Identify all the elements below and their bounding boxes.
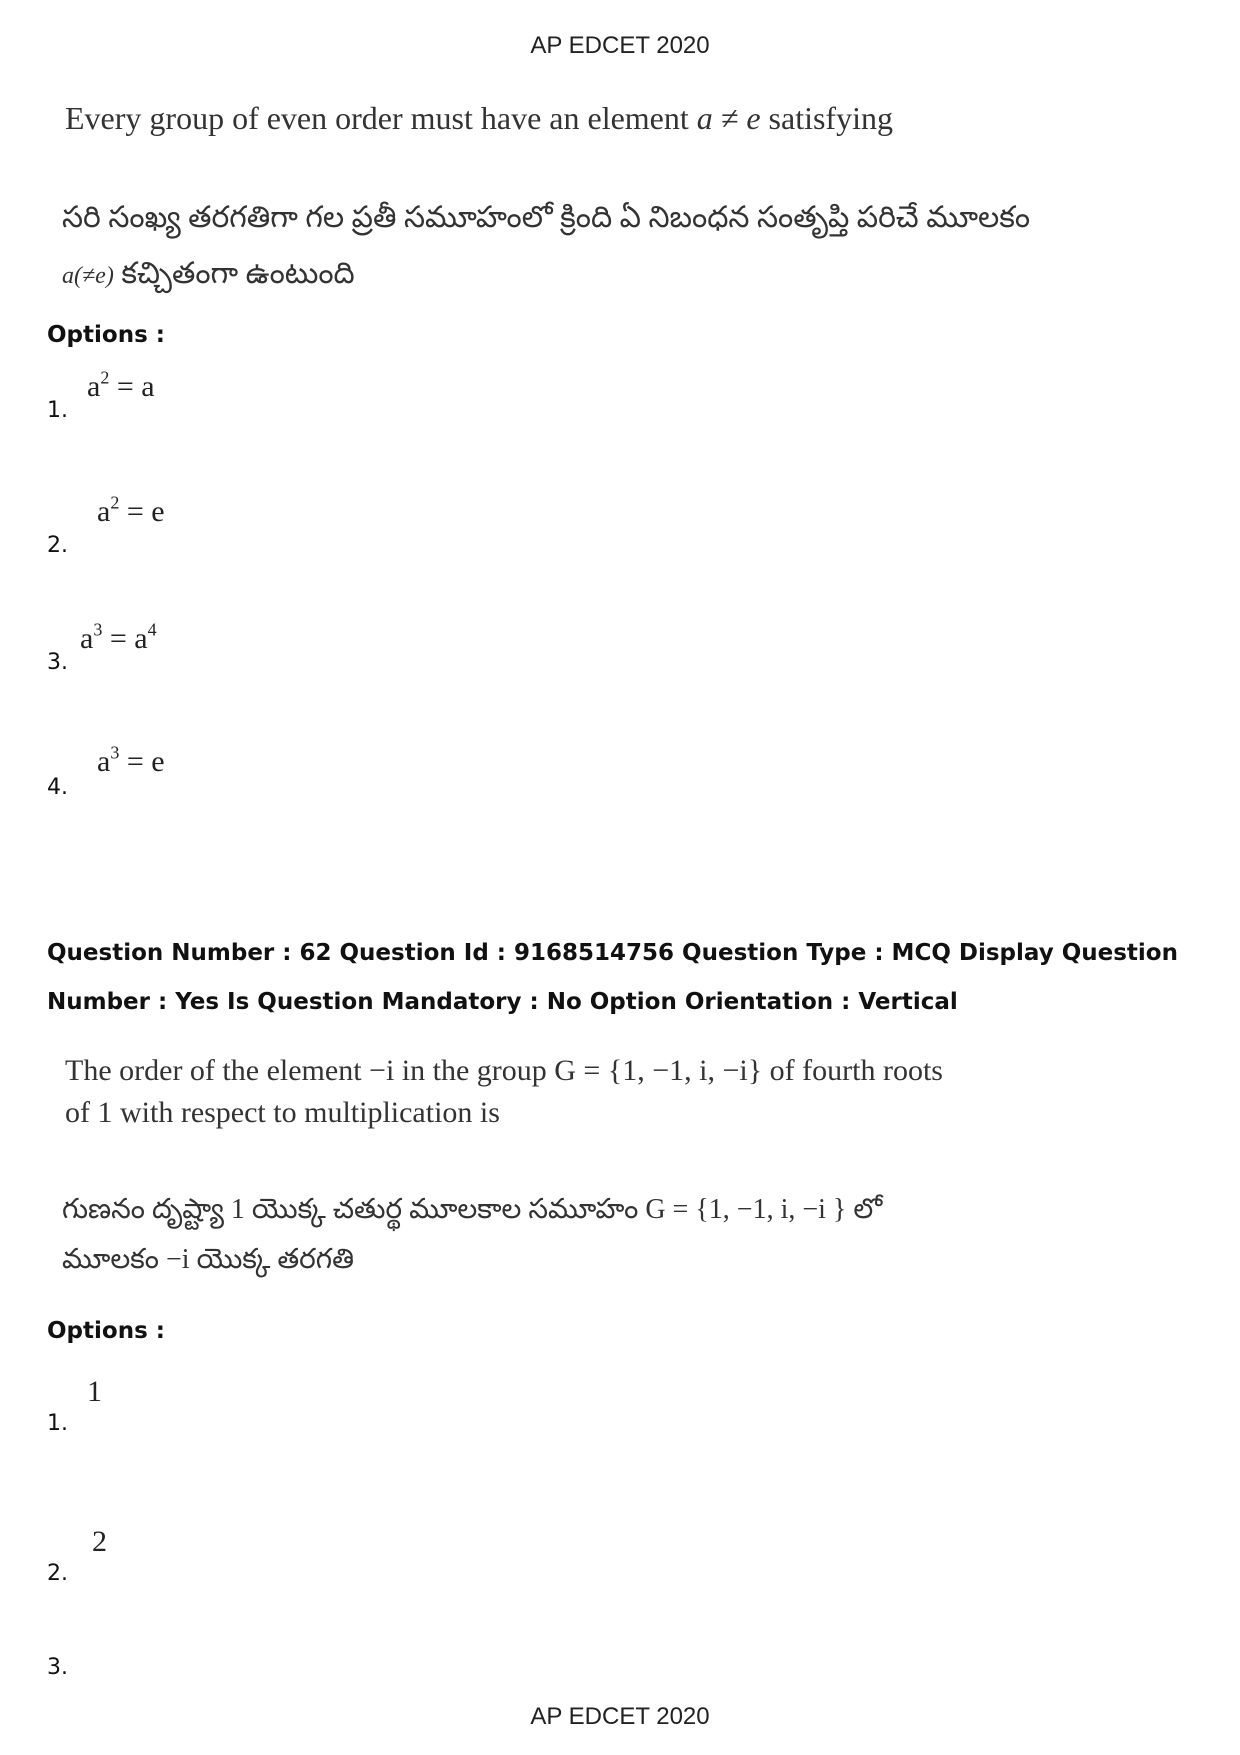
page-footer: AP EDCET 2020 [530,1703,710,1730]
stem-telugu-line2 [62,246,1030,304]
option-value: $a^2 = e$ [97,492,165,528]
option-value: $a^2 = a$ [87,367,155,403]
question-stem-english [65,100,893,137]
option-number: 2. [47,533,68,558]
question-meta-line2: Number : Yes Is Question Mandatory : No Option Orientation : Vertical [47,989,958,1015]
option-value: $a^3 = a^4$ [80,619,157,655]
option-number: 3. [47,1655,68,1680]
stem-text: Every group of even order must have an element [65,100,697,136]
stem-line2: of 1 with respect to multiplication is [65,1096,500,1129]
options-label: Options : [47,322,165,348]
stem-telugu-text: కచ్చితంగా ఉంటుంది [113,257,355,290]
option-value: 2 [92,1525,107,1558]
question-meta-line1: Question Number : 62 Question Id : 9168514756 Question Type : MCQ Display Question [47,940,1178,966]
option-number: 3. [47,650,68,675]
option-number: 2. [47,1561,68,1586]
option-value: $a^3 = e$ [97,742,165,778]
option-number: 1. [47,398,68,423]
page-header: AP EDCET 2020 [530,32,710,59]
option-value: 1 [87,1375,102,1408]
question-stem-telugu [62,1185,882,1285]
question-stem-telugu [62,190,1030,304]
stem-telugu-line2: మూలకం −i యొక్క తరగతి [62,1244,355,1275]
question-stem-english [65,1050,943,1134]
stem-text-suffix: satisfying [760,100,893,136]
stem-telugu-math: a(≠e) [62,263,114,289]
stem-telugu-line1: సరి సంఖ్య తరగతిగా గల ప్రతీ సమూహంలో క్రింది ఏ నిబంధన సంతృప్తి పరిచే మూలకం [62,201,1031,234]
stem-telugu-line1: గుణనం దృష్ట్యా 1 యొక్క చతుర్థ మూలకాల సమూహం G = {1, −1, i, −i } లో [62,1194,883,1225]
options-label: Options : [47,1318,165,1344]
stem-line1: The order of the element −i in the group G = {1, −1, i, −i} of fourth roots [65,1054,943,1087]
option-number: 1. [47,1411,68,1436]
stem-math: a ≠ e [696,100,761,136]
option-number: 4. [47,775,68,800]
